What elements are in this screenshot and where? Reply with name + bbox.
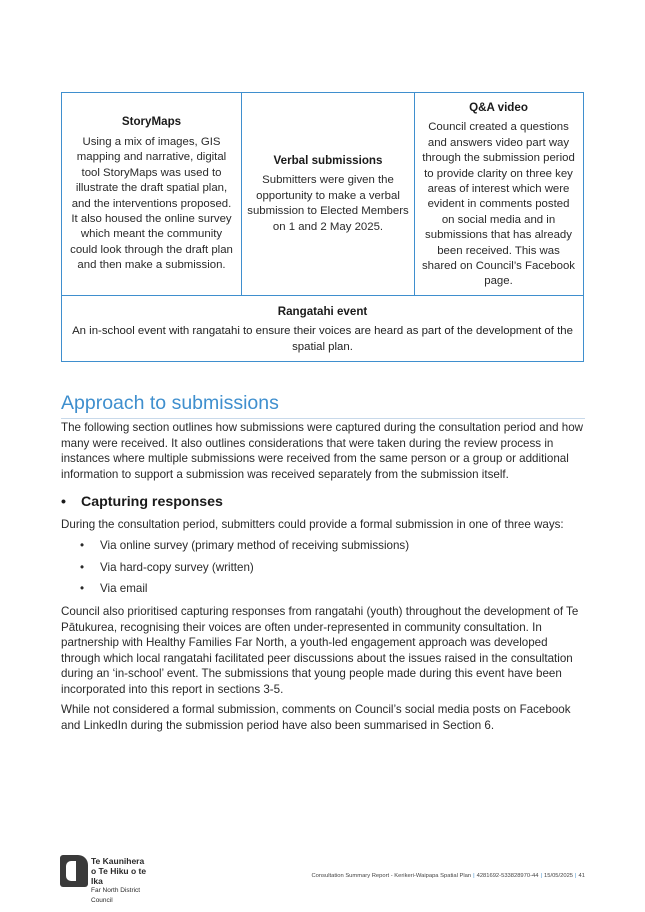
list-item-text: Via email	[100, 582, 148, 596]
list-bullet: •	[80, 560, 85, 574]
qa-video-text: Council created a questions and answers video part way through the submission period to provide clarity on three key areas of interest which were evident in comments posted on social media and in submissions that has already been received. This was shared on Council’s Facebook page.	[421, 121, 576, 288]
rangatahi-event-cell	[62, 296, 583, 361]
verbal-submissions-title: Verbal submissions	[273, 153, 383, 167]
lead-paragraph: During the consultation period, submitters could provide a formal submission in one of three ways:	[61, 518, 564, 531]
footer-separator: |	[540, 873, 543, 879]
list-item-text: Via hard-copy survey (written)	[100, 560, 254, 574]
engagement-methods-table	[61, 92, 584, 362]
capturing-responses-title: Capturing responses	[81, 494, 223, 510]
list-item-text: Via online survey (primary method of receiving submissions)	[100, 539, 410, 552]
page-number: 41	[578, 873, 585, 879]
list-bullet: •	[80, 582, 85, 596]
logo-line-2: o Te Hiku o te Ika	[91, 866, 147, 886]
footer-separator: |	[473, 873, 475, 879]
list-bullet: •	[80, 539, 85, 552]
list-item	[80, 560, 409, 582]
list-item	[80, 538, 409, 560]
list-item	[80, 581, 409, 603]
footer-doc-id: 4281692-533828970-44	[476, 873, 539, 879]
council-logo	[60, 855, 150, 904]
rangatahi-event-title: Rangatahi event	[277, 305, 368, 318]
intro-paragraph: The following section outlines how submissions were captured during the consultation period and how many were received. It also outlines considerations that were taken during the review process in instances where multiple submissions were received from the same person or a group or additional information to support a submission was received separately from the submission itself.	[61, 421, 584, 481]
verbal-submissions-text: Submitters were given the opportunity to make a verbal submission to Elected Members on 1 and 2 May 2025.	[247, 174, 409, 233]
section-heading: Approach to submissions	[61, 391, 585, 419]
logo-line-3: Far North District Council	[91, 887, 141, 904]
heading-bullet: •	[61, 494, 66, 510]
capturing-responses-heading	[61, 492, 461, 512]
submission-ways-list	[80, 538, 409, 603]
logo-line-1: Te Kaunihera	[91, 856, 145, 866]
social-media-paragraph: While not considered a formal submission, comments on Council’s social media posts on Facebook and LinkedIn during the submission period have also been summarised in Section 6.	[61, 703, 571, 732]
rangatahi-event-text: An in-school event with rangatahi to ensure their voices are heard as part of the development of the spatial plan.	[72, 325, 573, 353]
qa-video-cell	[415, 93, 582, 295]
engagement-row-top	[62, 93, 583, 296]
rangatahi-paragraph: Council also prioritised capturing responses from rangatahi (youth) throughout the development of Te Pātukurea, recognising their voices are often under-represented in community consultation. In partnership with Healthy Families Far North, a youth-led engagement approach was developed through which local rangatahi facilitated peer discussions about the issues raised in the consultation during an ‘in-school’ event. The submissions that young people made during this event have been incorporated into this report in sections 3-5.	[61, 605, 579, 696]
council-logo-text	[91, 856, 150, 906]
footer-separator: |	[575, 873, 577, 879]
council-logo-icon	[60, 855, 88, 887]
verbal-submissions-cell	[242, 93, 415, 295]
page-footer	[311, 873, 585, 879]
storymaps-cell	[62, 93, 242, 295]
footer-document-title: Consultation Summary Report - Kerikeri-Waipapa Spatial Plan	[311, 873, 472, 879]
storymaps-title: StoryMaps	[121, 115, 182, 129]
storymaps-text: Using a mix of images, GIS mapping and narrative, digital tool StoryMaps was used to illustrate the draft spatial plan, and the interventions proposed. It also housed the online survey which meant the community could look through the draft plan and then make a submission.	[70, 135, 233, 272]
qa-video-title: Q&A video	[469, 101, 528, 114]
footer-date: 15/05/2025	[544, 873, 574, 879]
